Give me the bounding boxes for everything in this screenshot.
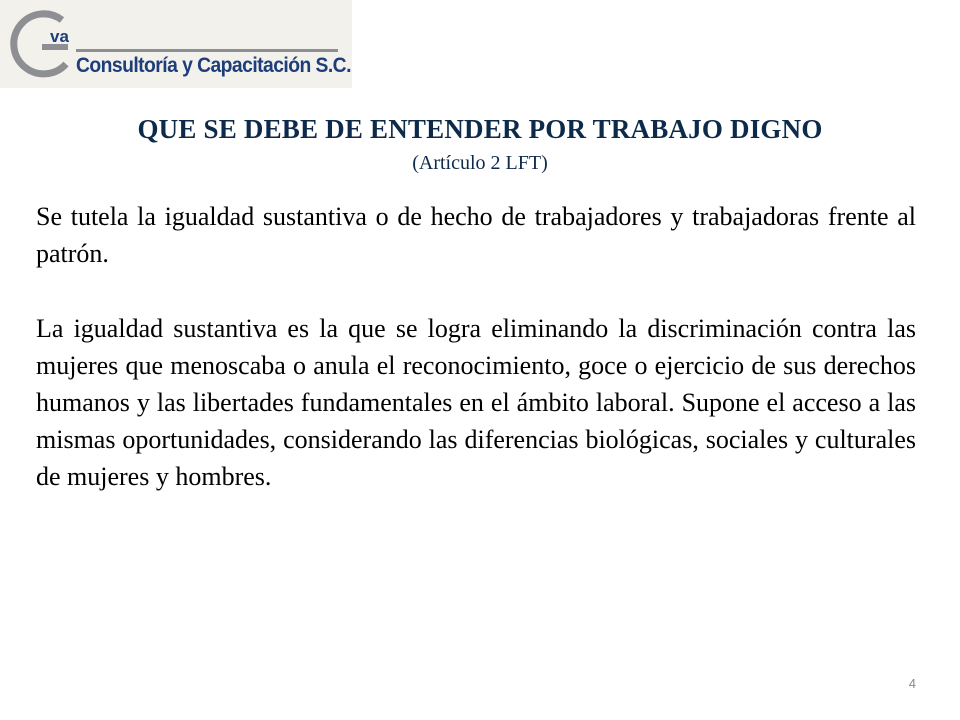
page-number: 4: [908, 676, 916, 691]
body-paragraph-2: La igualdad sustantiva es la que se logra eliminando la discriminación contra las mujeres que menoscaba o anula el reconocimiento, goce o ejercicio de sus derechos humanos y las libertades fundamentales en el ámbito laboral. Supone el acceso a las mismas oportunidades, considerando las diferencias biológicas, sociales y culturales de mujeres y hombres.: [36, 314, 916, 491]
logo-monogram: va: [50, 27, 69, 46]
body-paragraph-1: Se tutela la igualdad sustantiva o de hecho de trabajadores y trabajadoras frente al patrón.: [36, 202, 916, 268]
company-logo: [0, 0, 352, 88]
slide-title: QUE SE DEBE DE ENTENDER POR TRABAJO DIGNO: [137, 114, 823, 144]
slide-subtitle: (Artículo 2 LFT): [412, 152, 548, 174]
logo-company-name: Consultoría y Capacitación S.C.: [76, 54, 351, 77]
